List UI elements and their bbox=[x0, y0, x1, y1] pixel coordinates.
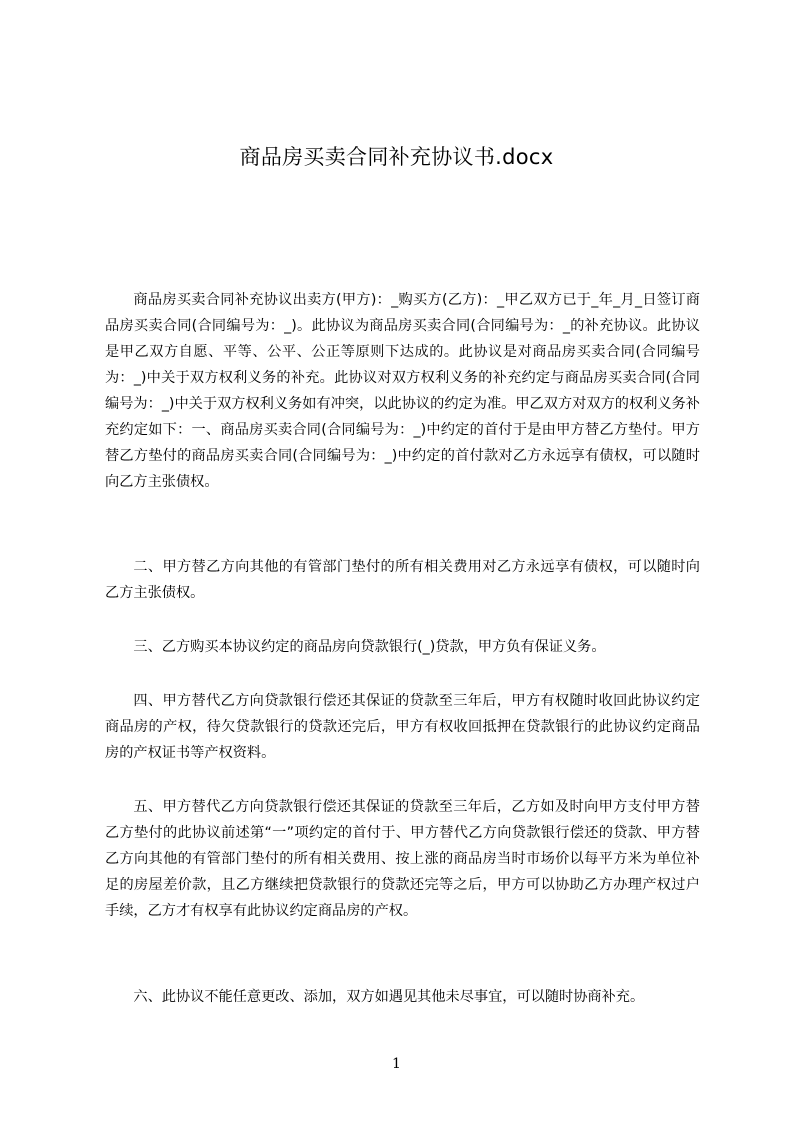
paragraph-clause-3: 三、乙方购买本协议约定的商品房向贷款银行(_)贷款，甲方负有保证义务。 bbox=[133, 639, 606, 655]
paragraph-preamble-and-clause-1: 商品房买卖合同补充协议出卖方(甲方)：_购买方(乙方)：_甲乙双方已于_年_月_日签订商品房买卖合同(合同编号为：_)。此协议为商品房买卖合同(合同编号为：_的补充协议。此协议是甲乙双方自愿、平等、公平、公正等原则下达成的。此协议是对商品房买卖合同(合同编号为：_)中关于双方权利义务的补充。此协议对双方权利义务的补充约定与商品房买卖合同(合同编号为：_)中关于双方权利义务如有冲突，以此协议的约定为准。甲乙双方对双方的权利义务补充约定如下：一、商品房买卖合同(合同编号为：_)中约定的首付于是由甲方替乙方垫付。甲方替乙方垫付的商品房买卖合同(合同编号为：_)中约定的首付款对乙方永远享有债权，可以随时向乙方主张债权。 bbox=[105, 292, 700, 490]
page-number: 1 bbox=[392, 1056, 401, 1072]
paragraph-clause-2: 二、甲方替乙方向其他的有管部门垫付的所有相关费用对乙方永远享有债权，可以随时向乙方主张债权。 bbox=[105, 559, 700, 601]
paragraph-clause-6: 六、此协议不能任意更改、添加，双方如遇见其他未尽事宜，可以随时协商补充。 bbox=[133, 989, 645, 1005]
document-title: 商品房买卖合同补充协议书.docx bbox=[239, 145, 554, 169]
paragraph-clause-5: 五、甲方替代乙方向贷款银行偿还其保证的贷款至三年后，乙方如及时向甲方支付甲方替乙方垫付的此协议前述第“一”项约定的首付于、甲方替代乙方向贷款银行偿还的贷款、甲方替乙方向其他的有管部门垫付的所有相关费用、按上涨的商品房当时市场价以每平方米为单位补足的房屋差价款，且乙方继续把贷款银行的贷款还完等之后，甲方可以协助乙方办理产权过户手续，乙方才有权享有此协议约定商品房的产权。 bbox=[105, 799, 700, 919]
paragraph-clause-4: 四、甲方替代乙方向贷款银行偿还其保证的贷款至三年后，甲方有权随时收回此协议约定商品房的产权，待欠贷款银行的贷款还完后，甲方有权收回抵押在贷款银行的此协议约定商品房的产权证书等产权资料。 bbox=[105, 693, 700, 761]
